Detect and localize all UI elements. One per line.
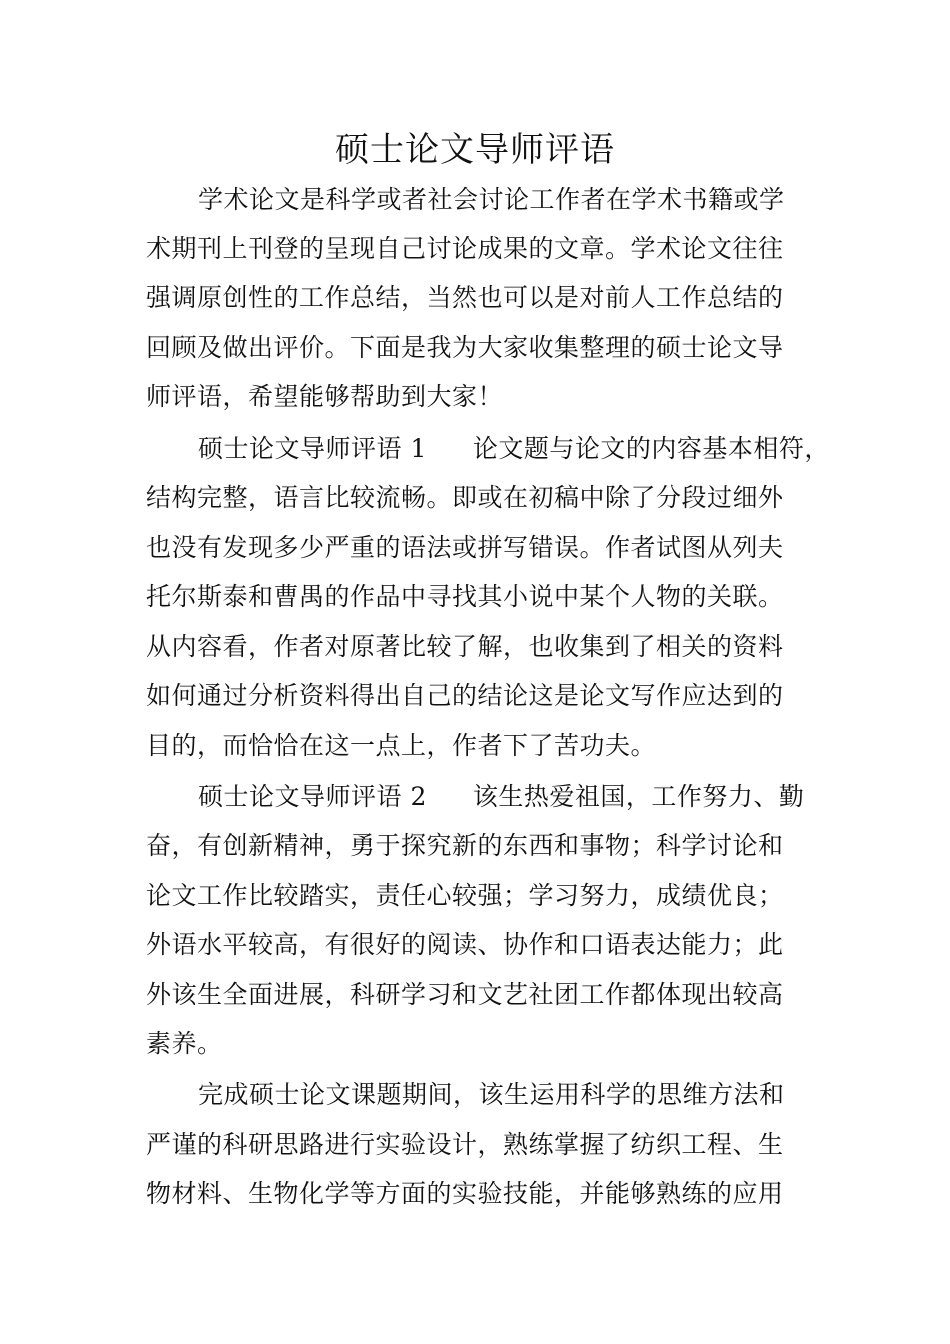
section2-line: 素养。 (146, 1029, 223, 1058)
para3-line: 严谨的科研思路进行实验设计，熟练掌握了纺织工程、生 (146, 1130, 784, 1159)
page-title: 硕士论文导师评语 (335, 130, 615, 170)
section1-heading: 硕士论文导师评语 1 (198, 434, 427, 463)
section2-line: 奋，有创新精神，勇于探究新的东西和事物；科学讨论和 (146, 831, 784, 860)
section1-line: 目的，而恰恰在这一点上，作者下了苦功夫。 (146, 731, 657, 760)
section2-first-text: 该生热爱祖国，工作努力、勤 (472, 782, 805, 811)
section1-first-line (198, 432, 830, 466)
section2-line: 论文工作比较踏实，责任心较强；学习努力，成绩优良； (146, 881, 784, 910)
para3-line: 完成硕士论文课题期间，该生运用科学的思维方法和 (198, 1080, 785, 1109)
intro-line: 师评语，希望能够帮助到大家！ (146, 382, 504, 411)
para3-line: 物材料、生物化学等方面的实验技能，并能够熟练的应用 (146, 1179, 784, 1208)
intro-line: 强调原创性的工作总结，当然也可以是对前人工作总结的 (146, 283, 784, 312)
section1-line: 如何通过分析资料得出自己的结论这是论文写作应达到的 (146, 681, 784, 710)
section2-line: 外该生全面进展，科研学习和文艺社团工作都体现出较高 (146, 980, 784, 1009)
section1-line: 结构完整，语言比较流畅。即或在初稿中除了分段过细外 (146, 483, 784, 512)
section1-line: 从内容看，作者对原著比较了解，也收集到了相关的资料 (146, 632, 784, 661)
intro-line: 学术论文是科学或者社会讨论工作者在学术书籍或学 (198, 185, 785, 214)
section2-line: 外语水平较高，有很好的阅读、协作和口语表达能力；此 (146, 930, 784, 959)
section1-first-text: 论文题与论文的内容基本相符， (472, 434, 830, 463)
section1-line: 托尔斯泰和曹禺的作品中寻找其小说中某个人物的关联。 (146, 582, 784, 611)
section1-line: 也没有发现多少严重的语法或拼写错误。作者试图从列夫 (146, 533, 784, 562)
section2-heading: 硕士论文导师评语 2 (198, 782, 427, 811)
section2-first-line (198, 780, 804, 814)
intro-line: 术期刊上刊登的呈现自己讨论成果的文章。学术论文往往 (146, 234, 784, 263)
intro-line: 回顾及做出评价。下面是我为大家收集整理的硕士论文导 (146, 333, 784, 362)
